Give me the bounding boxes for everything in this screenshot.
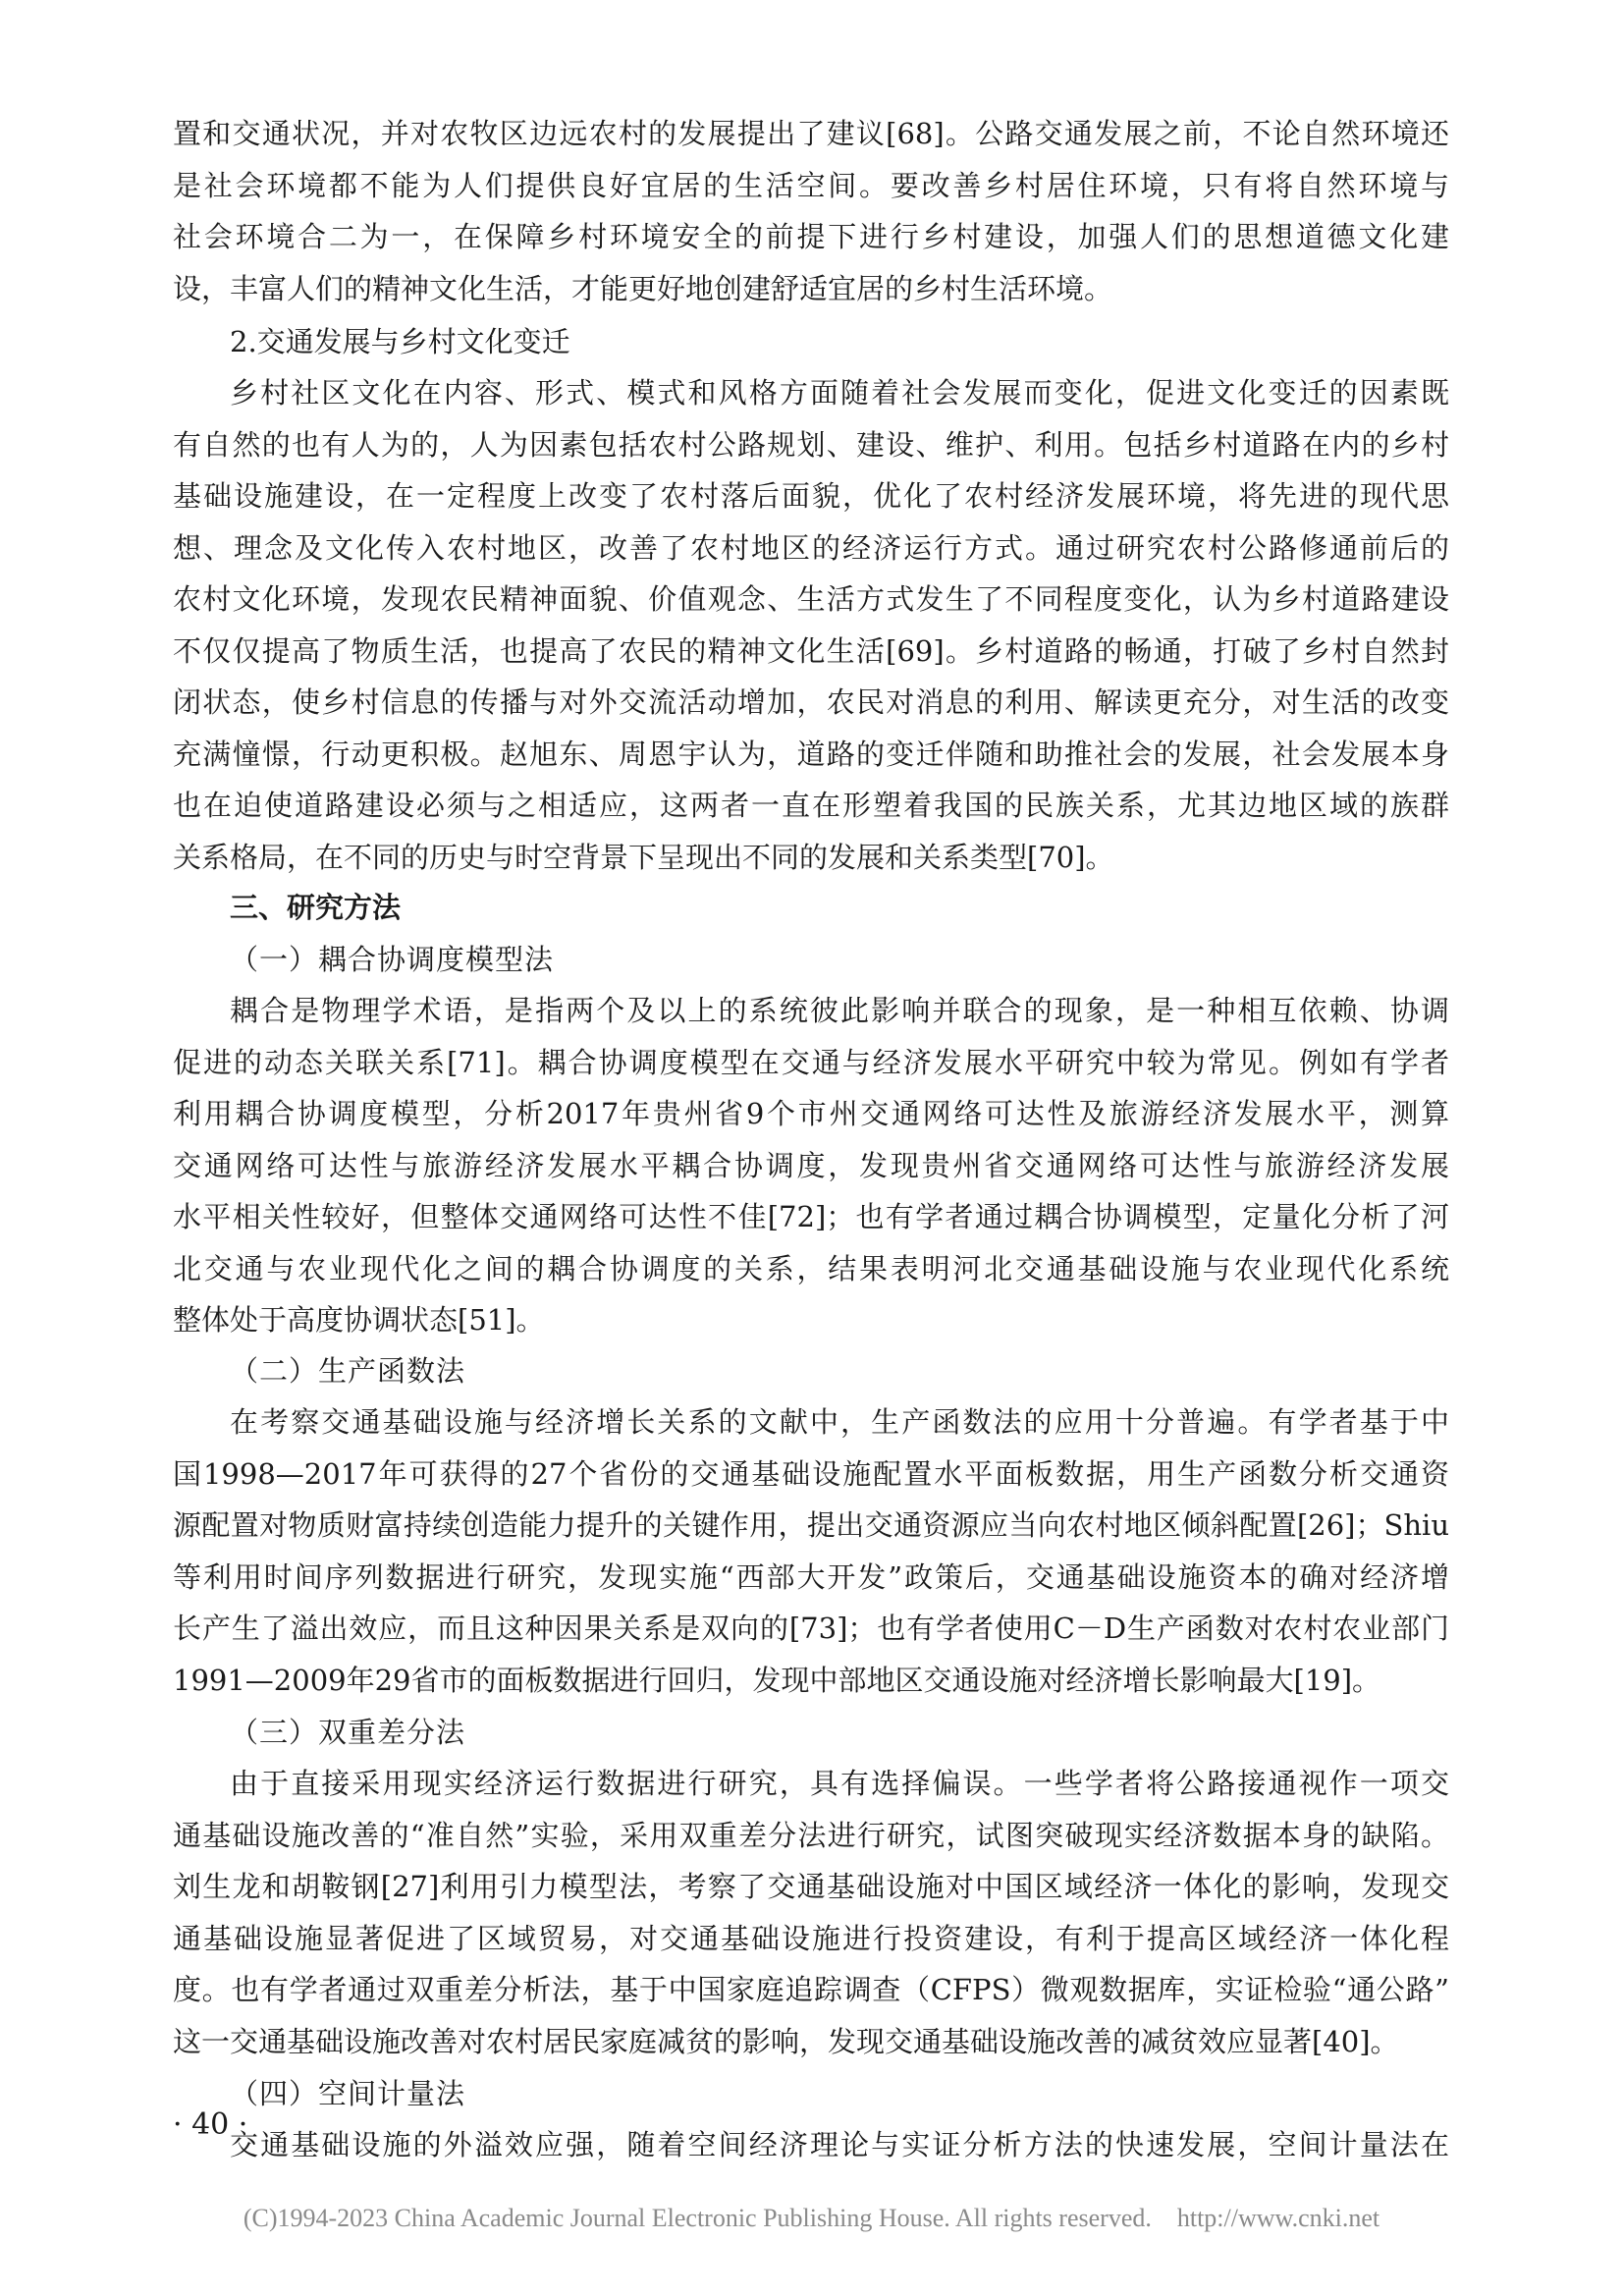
text-line: 整体处于高度协调状态[51]。 bbox=[173, 1303, 545, 1337]
text-line: 长产生了溢出效应，而且这种因果关系是双向的[73]；也有学者使用C－D生产函数对农村农业部门 bbox=[173, 1612, 1449, 1645]
text-line: 通基础设施改善的“准自然”实验，采用双重差分法进行研究，试图突破现实经济数据本身的缺陷。 bbox=[173, 1818, 1449, 1852]
page-number: · 40 · bbox=[173, 2107, 248, 2142]
text-line: 促进的动态关联关系[71]。耦合协调度模型在交通与经济发展水平研究中较为常见。例如有学者 bbox=[173, 1045, 1449, 1079]
text-line: 这一交通基础设施改善对农村居民家庭减贫的影响，发现交通基础设施改善的减贫效应显著[40]。 bbox=[173, 2024, 1399, 2058]
text-line: 是社会环境都不能为人们提供良好宜居的生活空间。要改善乡村居住环境，只有将自然环境与 bbox=[173, 168, 1449, 202]
text-line: 国1998—2017年可获得的27个省份的交通基础设施配置水平面板数据，用生产函数分析交通资 bbox=[173, 1456, 1449, 1491]
text-line: 想、理念及文化传入农村地区，改善了农村地区的经济运行方式。通过研究农村公路修通前后的 bbox=[173, 530, 1449, 565]
text-line: 在考察交通基础设施与经济增长关系的文献中，生产函数法的应用十分普遍。有学者基于中 bbox=[230, 1405, 1449, 1439]
text-line: 基础设施建设，在一定程度上改变了农村落后面貌，优化了农村经济发展环境，将先进的现代思 bbox=[173, 479, 1449, 513]
section-heading: （三）双重差分法 bbox=[230, 1716, 466, 1749]
section-heading: （二）生产函数法 bbox=[230, 1354, 466, 1388]
text-line: 耦合是物理学术语，是指两个及以上的系统彼此影响并联合的现象，是一种相互依赖、协调 bbox=[230, 994, 1449, 1027]
section-heading: （一）耦合协调度模型法 bbox=[230, 943, 555, 976]
section-heading: 三、研究方法 bbox=[230, 891, 402, 924]
paragraph bbox=[173, 985, 1449, 1346]
text-line: 由于直接采用现实经济运行数据进行研究，具有选择偏误。一些学者将公路接通视作一项交 bbox=[230, 1767, 1449, 1800]
text-line: 交通网络可达性与旅游经济发展水平耦合协调度，发现贵州省交通网络可达性与旅游经济发展 bbox=[173, 1148, 1449, 1182]
text-line: 设，丰富人们的精神文化生活，才能更好地创建舒适宜居的乡村生活环境。 bbox=[173, 271, 1113, 305]
text-line: 不仅仅提高了物质生活，也提高了农民的精神文化生活[69]。乡村道路的畅通，打破了乡村自然封 bbox=[173, 633, 1449, 668]
text-line: 北交通与农业现代化之间的耦合协调度的关系，结果表明河北交通基础设施与农业现代化系统 bbox=[173, 1251, 1449, 1285]
text-line: 刘生龙和胡鞍钢[27]利用引力模型法，考察了交通基础设施对中国区域经济一体化的影响，发现交 bbox=[173, 1870, 1449, 1903]
text-line: 也在迫使道路建设必须与之相适应，这两者一直在形塑着我国的民族关系，尤其边地区域的族群 bbox=[173, 789, 1449, 822]
text-line: 1991—2009年29省市的面板数据进行回归，发现中部地区交通设施对经济增长影响最大[19]。 bbox=[173, 1663, 1381, 1697]
text-line: 等利用时间序列数据进行研究，发现实施“西部大开发”政策后，交通基础设施资本的确对经济增 bbox=[173, 1559, 1449, 1594]
text-line: 闭状态，使乡村信息的传播与对外交流活动增加，农民对消息的利用、解读更充分，对生活的改变 bbox=[173, 685, 1449, 719]
paragraph bbox=[173, 367, 1449, 883]
text-line: 置和交通状况，并对农牧区边远农村的发展提出了建议[68]。公路交通发展之前，不论自然环境还 bbox=[173, 117, 1449, 150]
text-line: 乡村社区文化在内容、形式、模式和风格方面随着社会发展而变化，促进文化变迁的因素既 bbox=[230, 376, 1449, 410]
section-heading: （四）空间计量法 bbox=[230, 2077, 466, 2110]
paragraph bbox=[173, 108, 1449, 314]
text-line: 度。也有学者通过双重差分析法，基于中国家庭追踪调查（CFPS）微观数据库，实证检验“通公路” bbox=[173, 1973, 1449, 2006]
text-line: 通基础设施显著促进了区域贸易，对交通基础设施进行投资建设，有利于提高区域经济一体化程 bbox=[173, 1921, 1449, 1955]
text-line: 水平相关性较好，但整体交通网络可达性不佳[72]；也有学者通过耦合协调模型，定量化分析了河 bbox=[173, 1200, 1449, 1233]
text-line: 社会环境合二为一，在保障乡村环境安全的前提下进行乡村建设，加强人们的思想道德文化建 bbox=[173, 220, 1449, 253]
text-line: 利用耦合协调度模型，分析2017年贵州省9个市州交通网络可达性及旅游经济发展水平，测算 bbox=[173, 1097, 1449, 1130]
text-line: 有自然的也有人为的，人为因素包括农村公路规划、建设、维护、利用。包括乡村道路在内的乡村 bbox=[173, 427, 1449, 462]
text-line: 交通基础设施的外溢效应强，随着空间经济理论与实证分析方法的快速发展，空间计量法在 bbox=[230, 2128, 1449, 2161]
text-line: 源配置对物质财富持续创造能力提升的关键作用，提出交通资源应当向农村地区倾斜配置[26]；Shiu bbox=[173, 1508, 1449, 1542]
paragraph bbox=[173, 1396, 1449, 1706]
section-heading: 2.交通发展与乡村文化变迁 bbox=[230, 325, 570, 358]
copyright-footer: (C)1994-2023 China Academic Journal Electronic Publishing House. All rights reserved. http://www.cnki.net bbox=[243, 2204, 1380, 2232]
text-line: 农村文化环境，发现农民精神面貌、价值观念、生活方式发生了不同程度变化，认为乡村道路建设 bbox=[173, 582, 1449, 616]
text-line: 关系格局，在不同的历史与时空背景下呈现出不同的发展和关系类型[70]。 bbox=[173, 840, 1114, 874]
paragraph bbox=[173, 1758, 1449, 2067]
paragraph bbox=[173, 2119, 1449, 2171]
text-line: 充满憧憬，行动更积极。赵旭东、周恩宇认为，道路的变迁伴随和助推社会的发展，社会发展本身 bbox=[173, 737, 1449, 771]
